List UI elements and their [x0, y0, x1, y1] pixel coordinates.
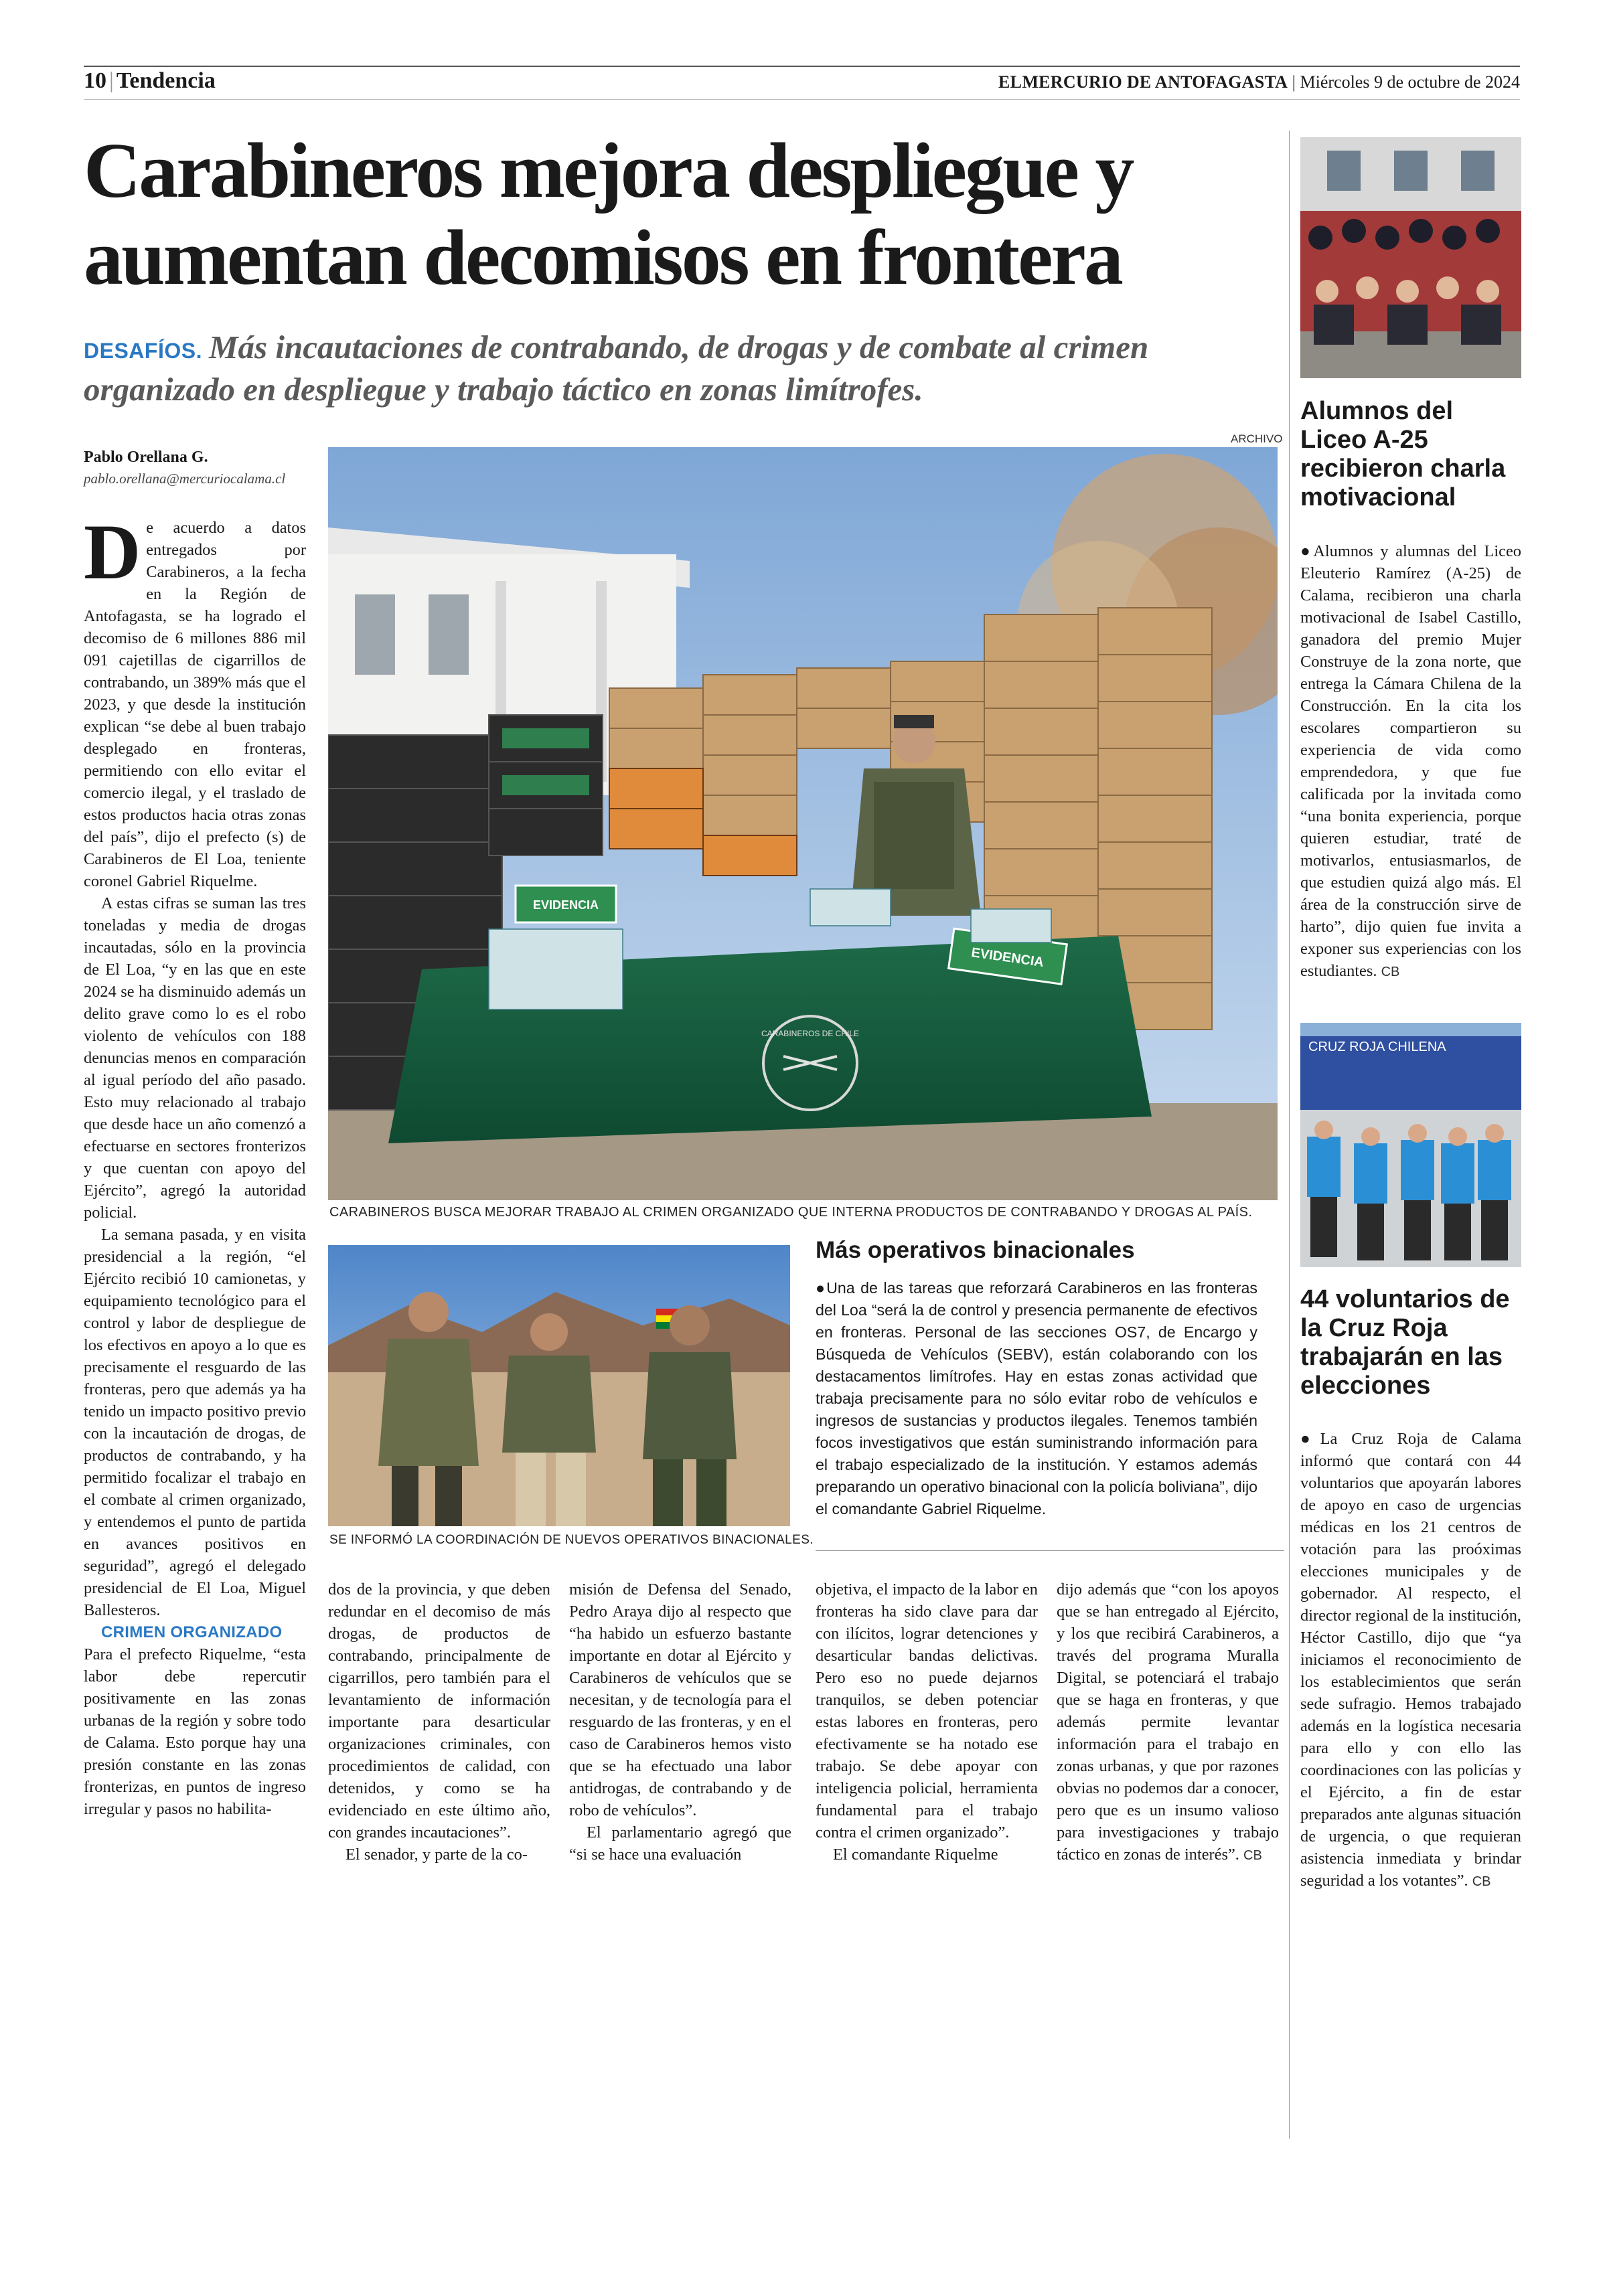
paragraph: El senador, y parte de la co-	[346, 1846, 528, 1864]
dropcap: D	[84, 508, 141, 596]
paragraph: Alumnos y alumnas del Liceo Eleuterio Ramírez (A-25) de Calama, recibieron una charla motivacional de Isabel Castillo, ganadora del premio Mujer Construye de la zona norte, que entrega la Cámara Chilena de la Construcción. En la cita los escolares compartieron su experiencia de vida como emprendedora, y que fue calificada por la invitada como “una bonita experiencia, porque quieren estudiar, traté de motivarlos, entusiasmarlos, de que estudien quizá algo más. El área de la construcción sirve de harto”, dijo quien fue invita a exponer sus experiencias con los estudiantes.	[1300, 542, 1521, 980]
second-photo-caption: SE INFORMÓ LA COORDINACIÓN DE NUEVOS OPERATIVOS BINACIONALES.	[329, 1533, 814, 1547]
paragraph: El parlamentario agregó que “si se hace una evaluación	[569, 1823, 791, 1864]
headline	[84, 127, 1282, 301]
paragraph: objetiva, el impacto de la labor en fronteras ha sido clave para dar con ilícitos, lograr detenciones y desarticular bandas delictivas. Pero eso no puede dejarnos tranquilos, se deben potenciar estas labores en fronteras, pero efectivamente se ha notado ese trabajo. Se debe apoyar con inteligencia policial, herramienta fundamental para el trabajo contra el crimen organizado”.	[816, 1580, 1038, 1841]
publication-date: Miércoles 9 de octubre de 2024	[1300, 72, 1520, 92]
second-photo-illustration	[328, 1245, 790, 1526]
evidence-label-1: EVIDENCIA	[532, 898, 599, 912]
article-column-4	[816, 1578, 1038, 1866]
box-text	[816, 1277, 1257, 1520]
end-mark-icon: CB	[1243, 1848, 1262, 1863]
box-headline: Más operativos binacionales	[816, 1237, 1135, 1263]
paragraph: La semana pasada, y en visita presidencial a la región, “el Ejército recibió 10 camionetas, y equipamiento tecnológico para el control y labor de despliegue de los efectivos en apoyo a lo que es precisamente el resguardo de las fronteras, pero que además ya ha tenido un impacto positivo previo con la incautación de drogas, de productos de contrabando, y ha permitido focalizar el trabajo en el combate al crimen organizado, y entendemos el punto de partida en avances positivos en seguridad”, agregó el delegado presidencial de El Loa, Miguel Ballesteros.	[84, 1226, 306, 1619]
article-column-3	[569, 1578, 791, 1866]
main-photo	[328, 447, 1278, 1200]
red-cross-photo-illustration	[1300, 1023, 1521, 1267]
bullet-icon: ●	[1300, 542, 1314, 560]
header-top-rule	[84, 66, 1520, 67]
red-cross-photo	[1300, 1023, 1521, 1267]
paragraph: dos de la provincia, y que deben redundar en el decomiso de más drogas, de productos de contrabando, principalmente de cigarrillos, pero también para el levantamiento de información importante para desarticular organizaciones criminales, con procedimientos de calidad, con detenidos, y como se ha evidenciado en este último año, con grandes incautaciones”.	[328, 1580, 550, 1841]
students-photo-illustration	[1300, 137, 1521, 378]
paragraph: La Cruz Roja de Calama informó que contará con 44 voluntarios que apoyarán labores de apoyo en caso de urgencias médicas en los 21 centros de votación para las proóximas elecciones municipales y de gobernador. Al respecto, el director regional de la institución, Héctor Castillo, dijo que “ya iniciamos el reconocimiento de los establecimientos que serán sede sufragio. Hemos trabajado además en la logística necesaria para ello y con ello las coordinaciones con las policías y el Ejército, a fin de estar preparados ante algunas situación de urgencia, o que requieran asistencia inmediata y brindar seguridad a los votantes”.	[1300, 1430, 1522, 1890]
bullet-icon: ●	[1300, 1430, 1320, 1448]
badge-label: CARABINEROS DE CHILE	[761, 1029, 860, 1038]
box-paragraph: Una de las tareas que reforzará Carabineros en las fronteras del Loa “será la de control y presencia permanente de efectivos en fronteras. Personal de las secciones OS7, de Encargo y Búsqueda de Vehículos (SEBV), están colaborando con los destacamentos limítrofes. Hay en estas zonas actividad que trabaja precisamente para no sólo evitar robo de vehículos e ingresos de sustancias y productos ilegales. Tenemos también focos investigativos que están suministrando información para el trabajo especializado de la institución. Y estamos además preparando un operativo binacional con la policía boliviana”, dijo el comandante Gabriel Riquelme.	[816, 1279, 1257, 1518]
section-name: Tendencia	[116, 68, 216, 93]
tent-label: CRUZ ROJA CHILENA	[1308, 1040, 1446, 1054]
photo-credit: ARCHIVO	[1231, 432, 1283, 445]
publication-name: ELMERCURIO DE ANTOFAGASTA	[998, 72, 1288, 92]
kicker: DESAFÍOS.	[84, 339, 202, 363]
end-mark-icon: CB	[1381, 965, 1400, 979]
sidebar-story2-text	[1300, 1428, 1521, 1893]
end-mark-icon: CB	[1472, 1874, 1491, 1889]
box-bottom-rule	[816, 1550, 1284, 1551]
main-photo-caption: CARABINEROS BUSCA MEJORAR TRABAJO AL CRIMEN ORGANIZADO QUE INTERNA PRODUCTOS DE CONTRABANDO Y DROGAS AL PAÍS.	[329, 1205, 1253, 1220]
article-column-2	[328, 1578, 550, 1866]
sidebar-story1-text	[1300, 540, 1521, 983]
publication-info: ELMERCURIO DE ANTOFAGASTA | Miércoles 9 de octubre de 2024	[998, 72, 1520, 92]
paragraph: misión de Defensa del Senado, Pedro Araya dijo al respecto que “ha habido un esfuerzo bastante importante en dotar al Ejército y Carabineros de vehículos que se necesitan, y de tecnología para el resguardo de las fronteras, y en el caso de Carabineros hemos visto que se ha efectuado una labor antidrogas, de contrabando y de robo de vehículos”.	[569, 1580, 791, 1819]
students-photo	[1300, 137, 1521, 378]
headline-line-2: aumentan decomisos en frontera	[84, 214, 1122, 301]
paragraph: Para el prefecto Riquelme, “esta labor debe repercutir positivamente en las zonas urbanas de la región y sobre todo de Calama. Esto porque hay una presión constante en las zonas fronterizas, en puntos de ingreso irregular y pasos no habilita-	[84, 1645, 306, 1818]
subhead-crimen-organizado: CRIMEN ORGANIZADO	[101, 1623, 283, 1641]
deck-text: Más incautaciones de contrabando, de drogas y de combate al crimen organizado en despliegue y trabajo táctico en zonas limítrofes.	[84, 329, 1149, 408]
paragraph: dijo además que “con los apoyos que se han entregado al Ejército, y los que recibirá Carabineros, a través del programa Muralla Digital, se potenciará el trabajo que se haga en fronteras, y que además permite levantar información para el trabajo en zonas urbanas, y que por razones obvias no podemos dar a conocer, pero que es un insumo valioso para investigaciones y trabajo táctico en zonas de interés”.	[1057, 1580, 1279, 1864]
paragraph: e acuerdo a datos entregados por Carabineros, a la fecha en la Región de Antofagasta, se ha logrado el decomiso de 6 millones 886 mil 091 cajetillas de cigarrillos de contrabando, un 389% más que el 2023, y que desde la institución explican “se debe al buen trabajo desplegado en fronteras, permitiendo con ello evitar el comercio ilegal, y el traslado de estos productos hacia otras zonas del país”, dijo el prefecto (s) de Carabineros de El Loa, teniente coronel Gabriel Riquelme.	[84, 519, 306, 890]
article-column-5	[1057, 1578, 1279, 1867]
byline-author: Pablo Orellana G.	[84, 448, 208, 466]
main-photo-illustration	[328, 447, 1278, 1200]
page-section-label: 10 | Tendencia	[84, 68, 216, 93]
sidebar-divider	[1289, 131, 1290, 2139]
paragraph: A estas cifras se suman las tres toneladas y media de drogas incautadas, sólo en la provincia de El Loa, “y en las que en este 2024 se ha disminuido además un delito grave como lo es el robo violento de vehículos con 188 denuncias menos en comparación al igual período del año pasado. Esto muy relacionado al trabajo que desde hace un año comenzó a efectuarse en sectores fronterizos y que cuentan con apoyo del Ejército”, agregó la autoridad policial.	[84, 894, 306, 1222]
headline-line-1: Carabineros mejora despliegue y	[84, 127, 1133, 214]
second-photo	[328, 1245, 790, 1526]
article-column-1	[84, 508, 306, 1820]
deck	[84, 328, 1235, 409]
evidence-label-2: EVIDENCIA	[970, 945, 1045, 971]
sidebar-story2-headline: 44 voluntarios de la Cruz Roja trabajarán en las elecciones	[1300, 1285, 1510, 1400]
byline-email: pablo.orellana@mercuriocalama.cl	[84, 471, 286, 487]
page-number: 10	[84, 68, 106, 93]
sidebar-story1-headline: Alumnos del Liceo A-25 recibieron charla motivacional	[1300, 397, 1506, 511]
bullet-icon: ●	[816, 1279, 827, 1297]
paragraph: El comandante Riquelme	[833, 1846, 998, 1864]
header-bottom-rule	[84, 99, 1520, 100]
